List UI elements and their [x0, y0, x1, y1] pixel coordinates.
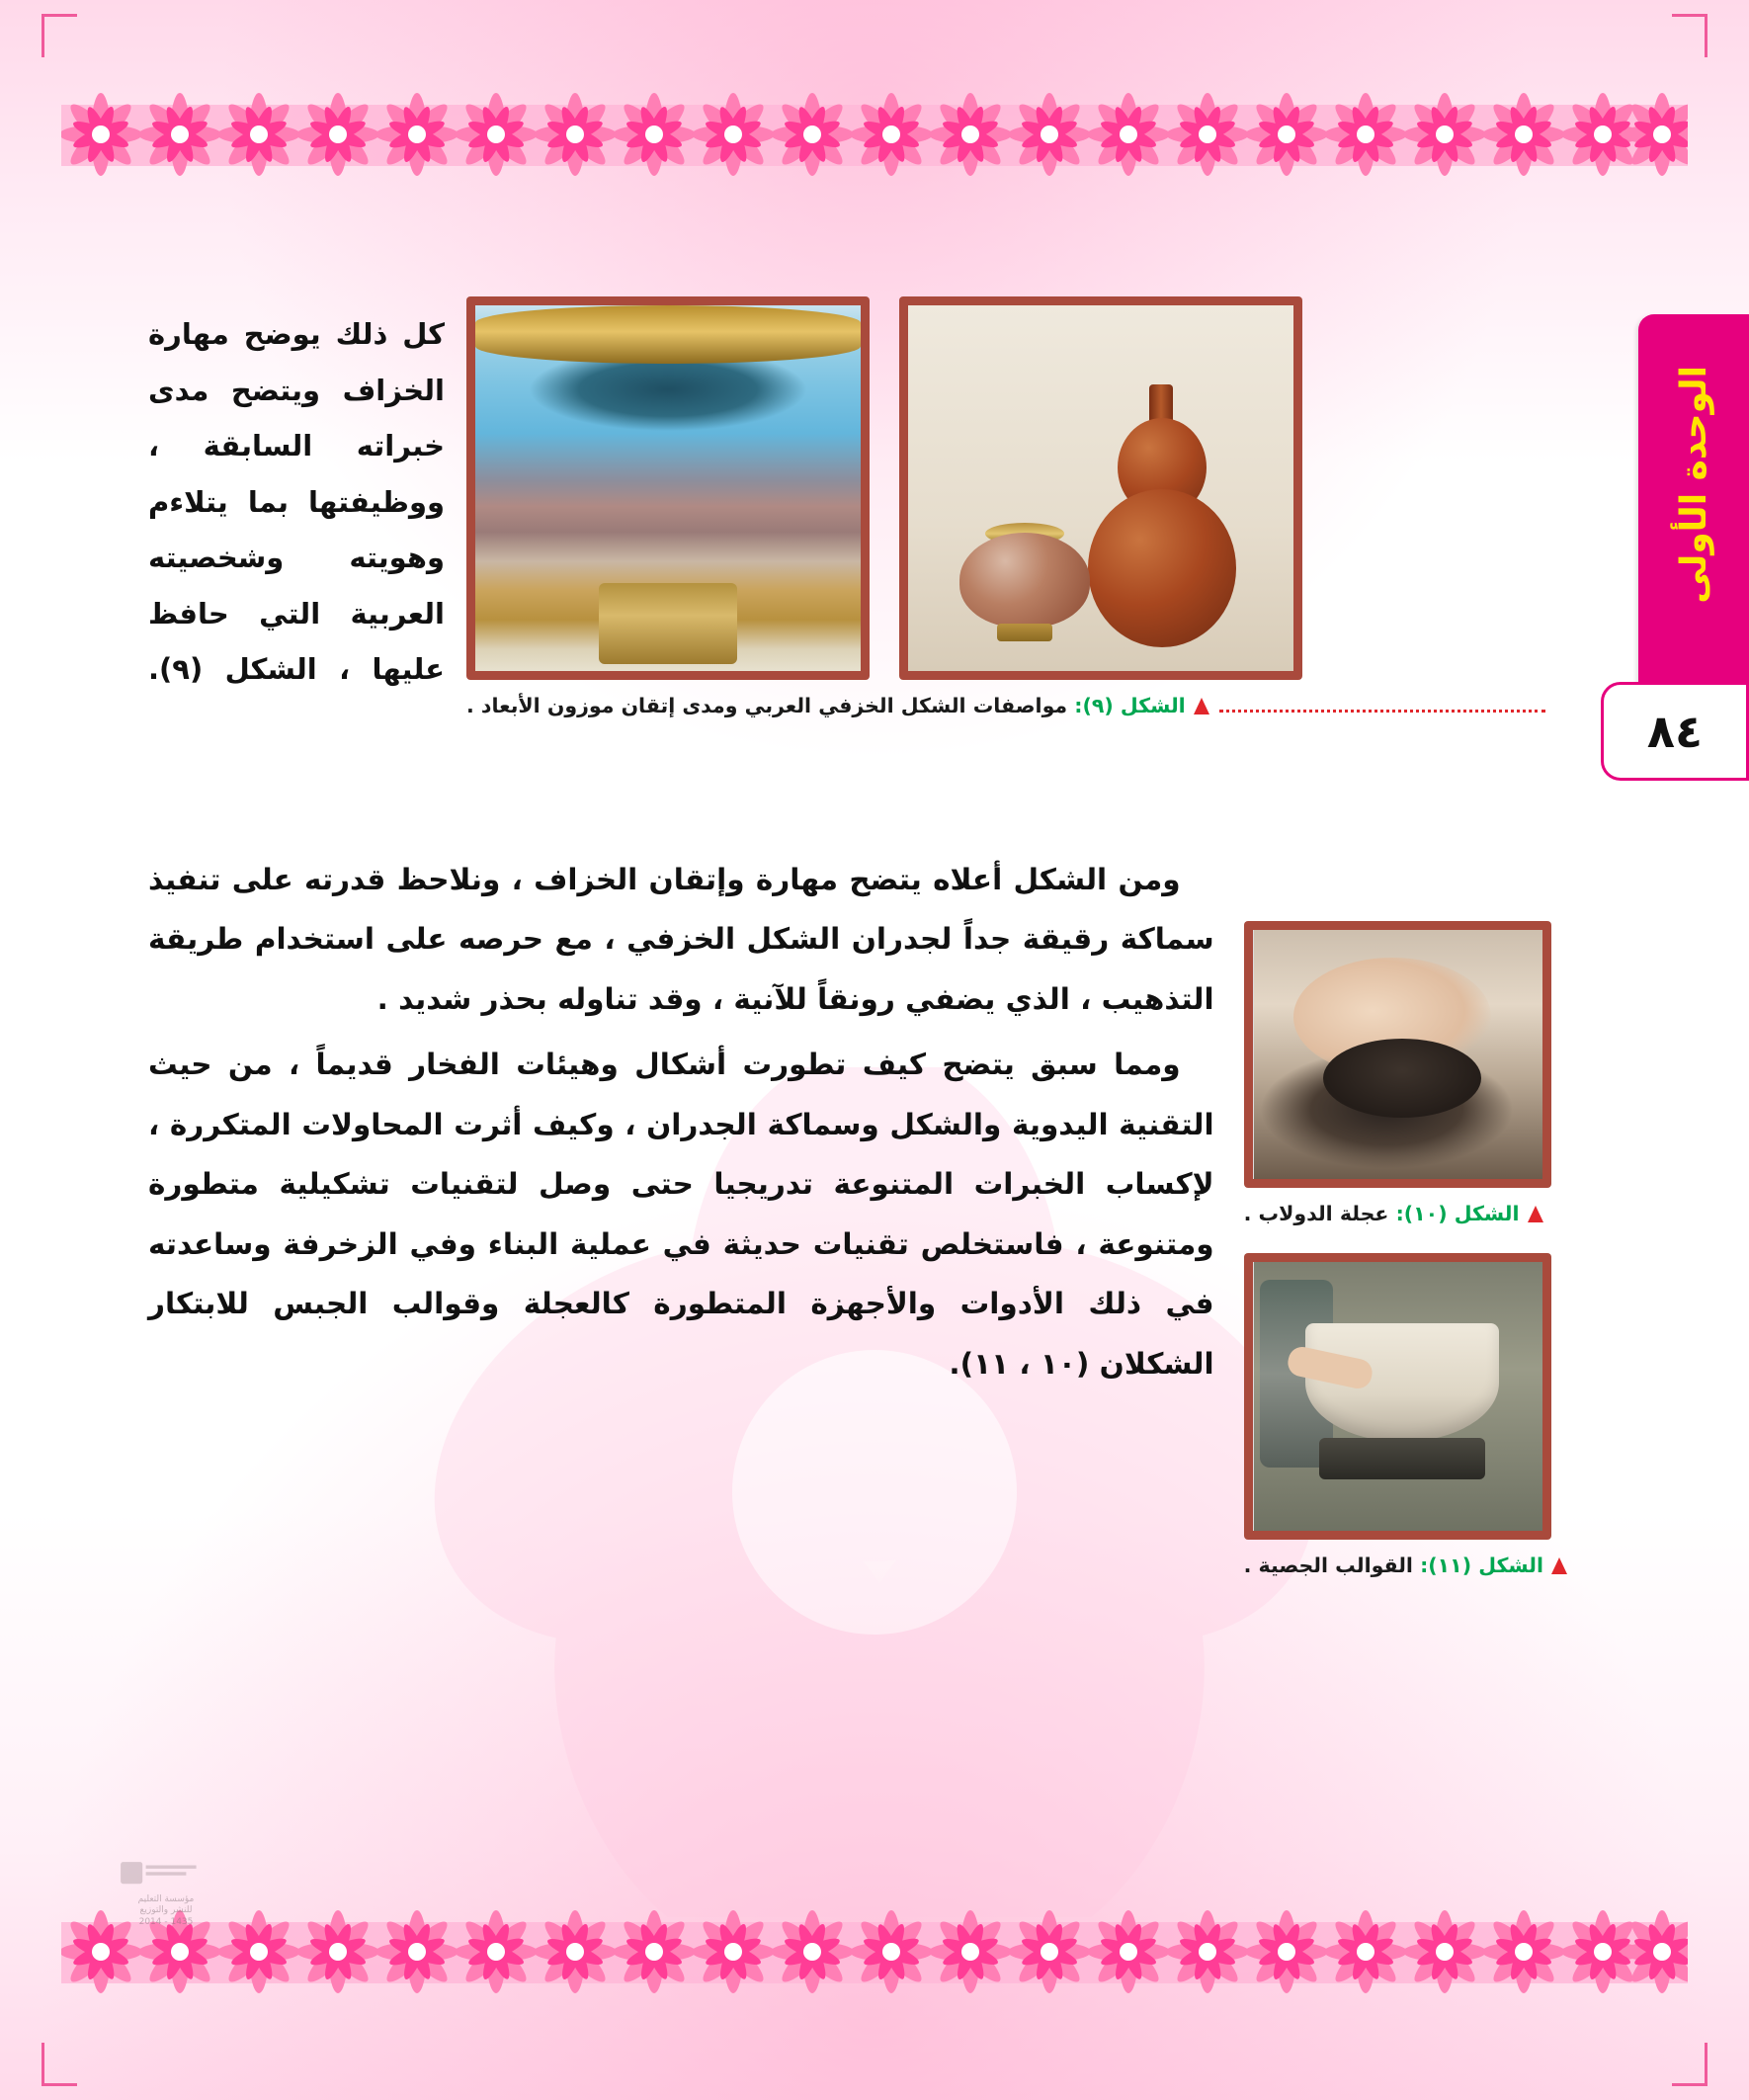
caption-figure-11 — [1244, 1554, 1551, 1579]
caption-figure-9-text — [466, 694, 1186, 717]
decorative-flower-band-bottom — [61, 1894, 1688, 2013]
publisher-logo — [107, 1857, 225, 1927]
lower-paragraph-1: ومن الشكل أعلاه يتضح مهارة وإتقان الخزاف ، ونلاحظ قدرته على تنفيذ سماكة رقيقة جداً لجدران الشكل الخزفي ، مع حرصه على استخدام طريقة التذهيب ، الذي يضفي رونقاً للآنية ، وقد تناوله بحذر شديد . — [148, 863, 1214, 1016]
publisher-logo-line-3: 1435 - 2014 — [138, 1916, 194, 1927]
lower-section — [148, 850, 1551, 1579]
publisher-logo-icon — [107, 1857, 225, 1890]
caption-arrow-icon — [1194, 698, 1209, 714]
figure-blue-glazed-bowl — [466, 296, 870, 680]
decorative-flower-band-top — [61, 77, 1688, 196]
caption-figure-10-text — [1244, 1202, 1520, 1225]
caption-figure-10-label: الشكل (١٠): — [1395, 1202, 1520, 1225]
caption-figure-9-rule — [1194, 704, 1551, 719]
figure-potters-wheel — [1244, 921, 1551, 1188]
page-number: ٨٤ — [1646, 705, 1704, 758]
unit-tab-label: الوحدة الأولى — [1673, 366, 1714, 604]
figure-two-brown-vases — [899, 296, 1302, 680]
caption-figure-9 — [466, 694, 1551, 719]
top-figure-pair — [466, 296, 1551, 680]
publisher-logo-line-2: للنشر والتوزيع — [139, 1905, 193, 1916]
figure-plaster-molds — [1244, 1253, 1551, 1540]
top-paragraph: كل ذلك يوضح مهارة الخزاف ويتضح مدى خبراته السابقة ، ووظيفتها بما يتلاءم وهويته وشخصيته العربية التي حافظ عليها ، الشكل (٩). — [148, 317, 445, 687]
side-figures — [1244, 850, 1551, 1579]
lower-paragraph-2: ومما سبق يتضح كيف تطورت أشكال وهيئات الفخار قديماً ، من حيث التقنية اليدوية والشكل وسماكة الجدران ، وكيف أثرت المحاولات المتكررة ، لإكساب الخبرات المتنوعة تدريجيا حتى وصل لتقنيات تشكيلية متطورة ومتنوعة ، فاستخلص تقنيات حديثة في عملية البناء وفي الزخرفة وساعدته في ذلك الأدوات والأجهزة المتطورة كالعجلة وقوالب الجبس للابتكار الشكلان (١٠ ، ١١). — [148, 1048, 1214, 1381]
corner-rule-top-right — [1672, 14, 1707, 57]
caption-figure-10-rule — [1528, 1212, 1552, 1227]
caption-figure-11-text — [1244, 1554, 1543, 1577]
plaster-molds-photo — [1254, 1262, 1542, 1531]
figure-plaster-molds-group — [1244, 1253, 1551, 1579]
caption-figure-9-body: مواصفات الشكل الخزفي العربي ومدى إتقان موزون الأبعاد . — [466, 694, 1068, 717]
corner-rule-bottom-left — [42, 2043, 77, 2086]
caption-arrow-icon — [1528, 1206, 1543, 1222]
two-brown-vases-photo — [908, 305, 1293, 671]
page-number-box — [1601, 682, 1749, 781]
potters-wheel-photo — [1254, 930, 1542, 1179]
caption-arrow-icon — [1551, 1557, 1567, 1574]
caption-figure-10-body: عجلة الدولاب . — [1243, 1202, 1389, 1225]
corner-rule-top-left — [42, 14, 77, 57]
page-content — [148, 296, 1551, 1863]
lower-paragraphs — [148, 850, 1214, 1579]
publisher-logo-line-1: مؤسسة التعليم — [137, 1894, 195, 1904]
corner-rule-bottom-right — [1672, 2043, 1707, 2086]
caption-figure-9-label: الشكل (٩): — [1074, 694, 1186, 717]
figure-potters-wheel-group — [1244, 921, 1551, 1227]
blue-glazed-bowl-photo — [475, 305, 861, 671]
top-section — [148, 296, 1551, 719]
caption-figure-10 — [1244, 1202, 1551, 1227]
caption-figure-11-label: الشكل (١١): — [1420, 1554, 1543, 1577]
caption-figure-11-body: القوالب الجصية . — [1243, 1554, 1413, 1577]
